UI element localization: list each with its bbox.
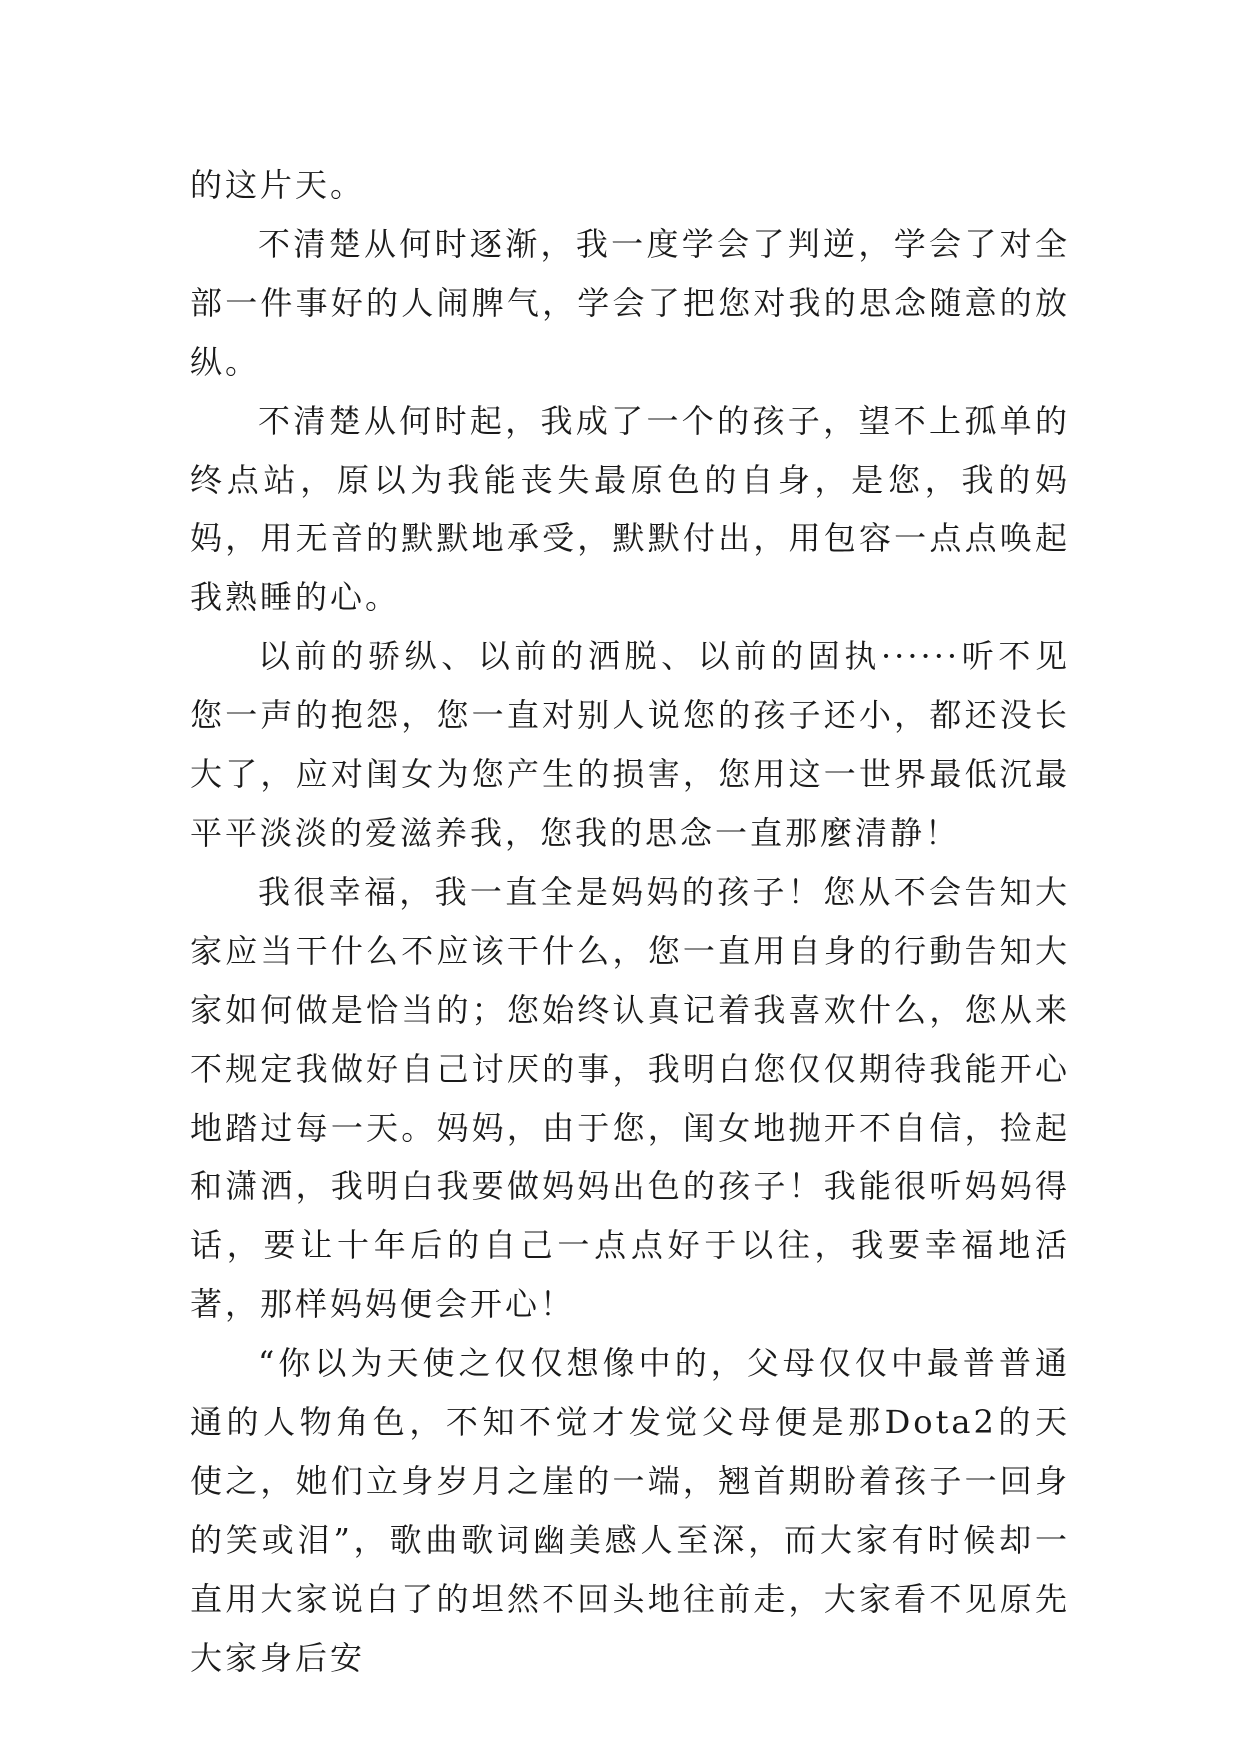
paragraph-2: 不清楚从何时逐渐，我一度学会了判逆，学会了对全部一件事好的人闹脾气，学会了把您对我的思念随意的放纵。 <box>190 224 1070 381</box>
paragraph-6: “你以为天使之仅仅想像中的，父母仅仅中最普普通通的人物角色，不知不觉才发觉父母便是那Dota2的天使之，她们立身岁月之崖的一端，翘首期盼着孩子一回身的笑或泪”，歌曲歌词幽美感人至深，而大家有时候却一直用大家说白了的坦然不回头地往前走，大家看不见原先大家身后安 <box>190 1344 1070 1677</box>
paragraph-5: 我很幸福，我一直全是妈妈的孩子！您从不会告知大家应当干什么不应该干什么，您一直用自身的行動告知大家如何做是恰当的；您始终认真记着我喜欢什么，您从来不规定我做好自己讨厌的事，我明白您仅仅期待我能开心地踏过每一天。妈妈，由于您，闺女地抛开不自信，捡起和潇洒，我明白我要做妈妈出色的孩子！我能很听妈妈得话，要让十年后的自己一点点好于以往，我要幸福地活著，那样妈妈便会开心！ <box>190 872 1070 1324</box>
paragraph-4: 以前的骄纵、以前的洒脱、以前的固执······听不见您一声的抱怨，您一直对别人说您的孩子还小，都还没长大了，应对闺女为您产生的损害，您用这一世界最低沉最平平淡淡的爱滋养我，您我的思念一直那麼清静！ <box>190 637 1070 852</box>
paragraph-3: 不清楚从何时起，我成了一个的孩子，望不上孤单的终点站，原以为我能丧失最原色的自身，是您，我的妈妈，用无音的默默地承受，默默付出，用包容一点点唤起我熟睡的心。 <box>190 401 1070 617</box>
paragraph-1: 的这片天。 <box>190 166 366 204</box>
document-body <box>190 156 1070 1688</box>
